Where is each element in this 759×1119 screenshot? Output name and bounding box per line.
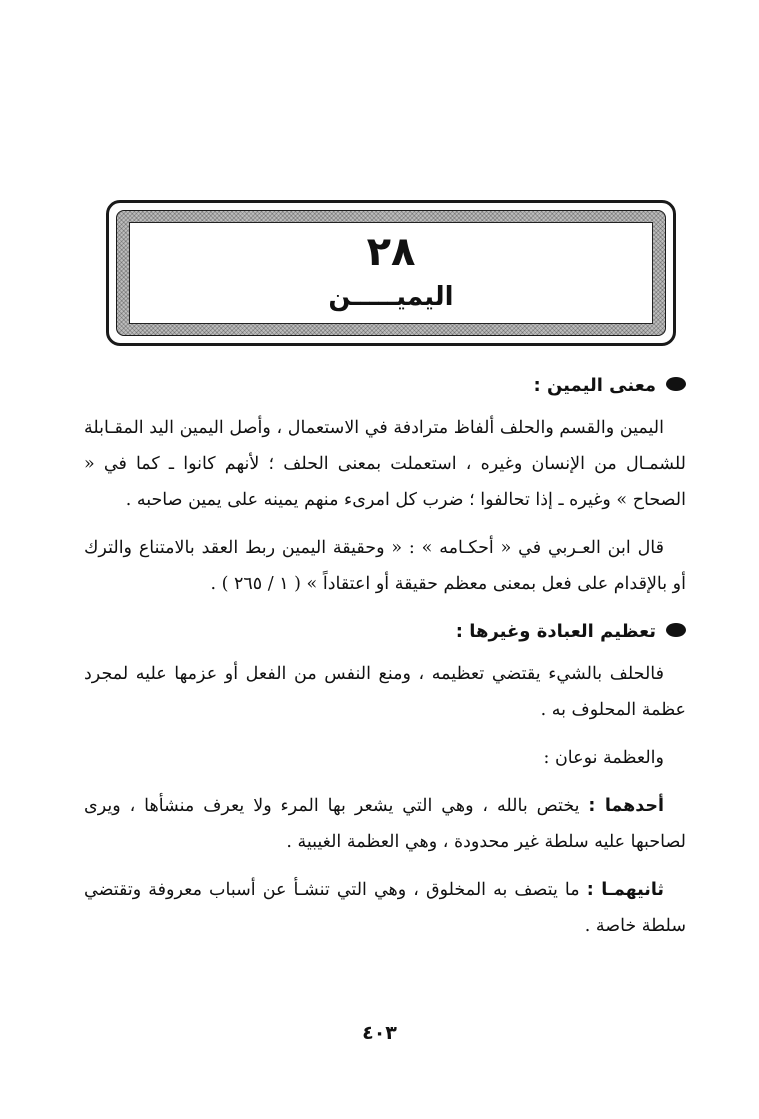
chapter-header-hatched-border bbox=[116, 210, 666, 336]
bullet-icon bbox=[666, 377, 686, 391]
chapter-header-panel bbox=[129, 222, 653, 324]
second-type-text: ما يتصف به المخلوق ، وهي التي تنشـأ عن أسباب معروفة وتقتضي سلطة خاصة . bbox=[84, 880, 686, 936]
section-heading-veneration bbox=[84, 614, 686, 650]
section-heading-meaning bbox=[84, 368, 686, 404]
chapter-number: ٢٨ bbox=[366, 229, 416, 275]
section-heading-meaning-text: معنى اليمين : bbox=[533, 375, 656, 396]
section-heading-veneration-text: تعظيم العبادة وغيرها : bbox=[455, 621, 656, 642]
chapter-title: اليميـــــن bbox=[328, 282, 454, 312]
paragraph-meaning-definition: اليمين والقسم والحلف ألفاظ مترادفة في الاستعمال ، وأصل اليمين اليد المقـابلة للشمـال من الإنسان وغيره ، استعملت بمعنى الحلف ؛ لأنهم كانوا ـ كما في « الصحاح » وغيره ـ إذا تحالفوا ؛ ضرب كل امرىء منهم يمينه على يمين صاحبه . bbox=[84, 418, 686, 510]
page-number: ٤٠٣ bbox=[362, 1022, 397, 1044]
paragraph-first-type bbox=[84, 788, 686, 860]
paragraph-ibn-al-arabi-quote: قال ابن العـربي في « أحكـامه » : « وحقيقة اليمين ربط العقد بالامتناع والترك أو بالإقدام على فعل بمعنى معظم حقيقة أو اعتقاداً » ( ١ / ٢٦٥ ) . bbox=[84, 538, 686, 594]
first-type-term: أحدهما : bbox=[588, 796, 664, 816]
chapter-header-frame bbox=[106, 200, 676, 346]
second-type-term: ثانيهمـا : bbox=[586, 880, 664, 900]
page-body bbox=[84, 368, 686, 956]
bullet-icon bbox=[666, 623, 686, 637]
paragraph-two-types: والعظمة نوعان : bbox=[543, 748, 664, 768]
paragraph-second-type bbox=[84, 872, 686, 944]
paragraph-veneration: فالحلف بالشيء يقتضي تعظيمه ، ومنع النفس من الفعل أو عزمها عليه لمجرد عظمة المحلوف به . bbox=[84, 664, 686, 720]
first-type-text: يختص بالله ، وهي التي يشعر بها المرء ولا يعرف منشأها ، ويرى لصاحبها عليه سلطة غير محدودة ، وهي العظمة الغيبية . bbox=[84, 796, 686, 852]
